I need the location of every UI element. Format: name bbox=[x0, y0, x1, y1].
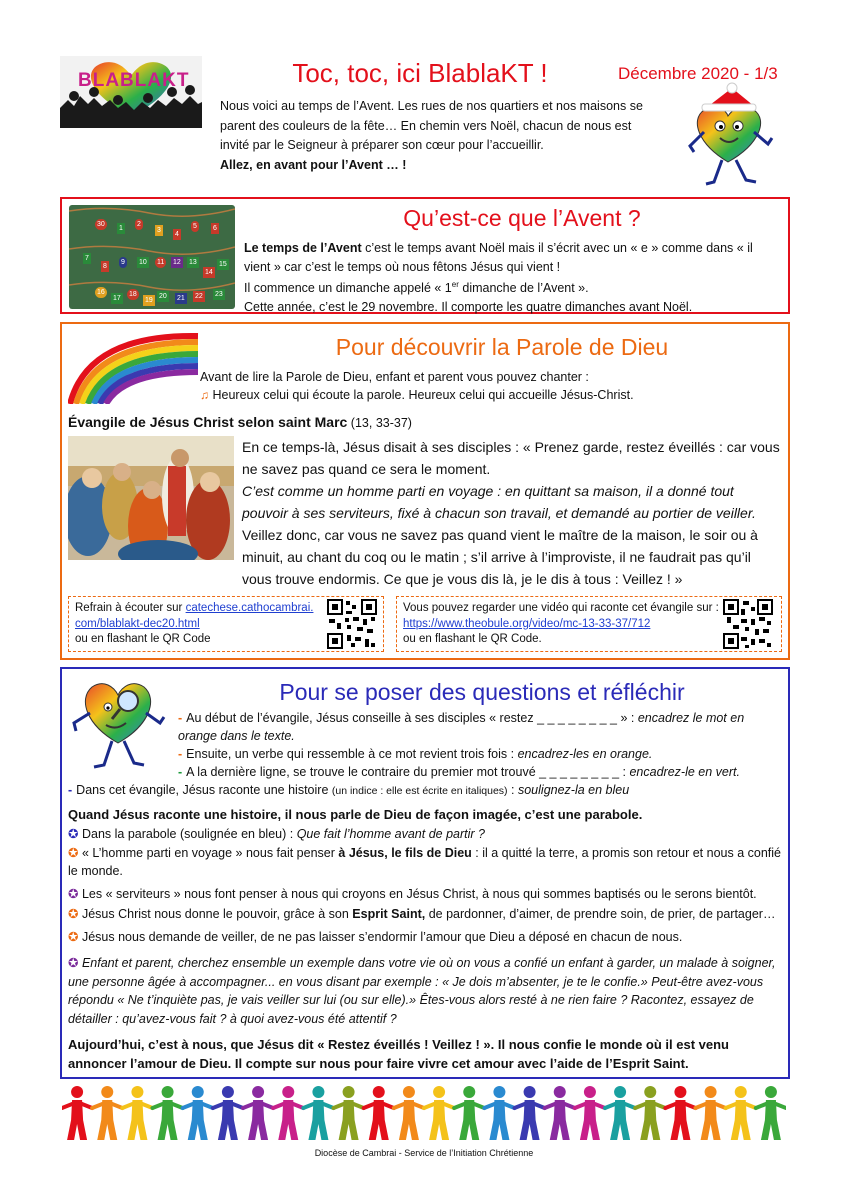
qr-code-video[interactable] bbox=[723, 599, 773, 649]
questions-section bbox=[60, 667, 790, 1079]
video-box: Vous pouvez regarder une vidéo qui raconte cet évangile sur : https://www.theobule.org/video/mc-13-33-37/712 ou en flashant le QR Code. bbox=[396, 596, 782, 652]
star-bullet-icon: ✪ bbox=[68, 827, 79, 841]
avent-title: Qu’est-ce que l’Avent ? bbox=[403, 205, 641, 231]
child-figure bbox=[424, 1086, 454, 1140]
advent-calendar-image bbox=[69, 205, 235, 309]
parole-title: Pour découvrir la Parole de Dieu bbox=[335, 334, 669, 360]
child-figure bbox=[605, 1086, 635, 1140]
calendar-tag: 13 bbox=[189, 259, 197, 266]
child-figure bbox=[183, 1086, 213, 1140]
calendar-tag: 12 bbox=[173, 259, 181, 266]
song-line: ♫ Heureux celui qui écoute la parole. Heureux celui qui accueille Jésus-Christ. bbox=[200, 388, 634, 402]
blablakt-logo bbox=[60, 56, 202, 128]
point-2: ✪ « L’homme parti en voyage » nous fait penser à Jésus, le fils de Dieu : il a quitté la terre, a promis son retour et nous a confié le monde. bbox=[68, 845, 781, 878]
avent-text: Le temps de l’Avent c’est le temps avant Noël mais il s’écrit avec un « e » comme dans « il vient » car c’est le temps où nous fêtons Jésus qui vient ! Il commence un dimanche appelé « 1er dimanche de l’Avent ». Cette année, c’est le 29 novembre. Il comporte les quatre dimanches avant Noël. bbox=[244, 241, 753, 314]
question-3: - A la dernière ligne, se trouve le contraire du premier mot trouvé _ _ _ _ _ _ _ _ : encadrez-le en vert. bbox=[178, 765, 740, 779]
magnifier-heart-mascot bbox=[68, 673, 172, 777]
child-figure bbox=[243, 1086, 273, 1140]
calendar-tag: 7 bbox=[85, 255, 89, 262]
rainbow-image bbox=[68, 328, 200, 404]
dash-bullet: - bbox=[178, 765, 183, 779]
calendar-tag: 1 bbox=[119, 225, 123, 232]
star-bullet-icon: ✪ bbox=[68, 845, 79, 860]
star-bullet-icon: ✪ bbox=[68, 929, 79, 944]
child-figure bbox=[62, 1086, 92, 1140]
point-1: ✪ Dans la parabole (soulignée en bleu) : Que fait l’homme avant de partir ? bbox=[68, 827, 485, 841]
refrain-link[interactable]: catechese.cathocambrai. com/blablakt-dec20.html bbox=[75, 602, 314, 630]
page-title: Toc, toc, ici BlablaKT ! bbox=[292, 58, 548, 88]
calendar-tag: 14 bbox=[205, 269, 213, 276]
calendar-tag: 30 bbox=[97, 221, 105, 228]
child-figure bbox=[726, 1086, 756, 1140]
calendar-tag: 21 bbox=[177, 295, 185, 302]
video-link[interactable]: https://www.theobule.org/video/mc-13-33-37/712 bbox=[403, 617, 651, 630]
family-activity: ✪ Enfant et parent, cherchez ensemble un exemple dans votre vie où on vous a confié un enfant à garder, un malade à soigner, une personne âgée à accompagner... en vous disant par exemple : « Je dois m’absenter, je te le confie.» Peut-être avez-vous répondu « Ne t’inquiète pas, je vais veiller sur lui (ou sur elle).» Êtes-vous alors resté à ne rien faire ? Racontez, essayez de détailler : qu’avez-vous fait ? à quoi avez-vous été attentif ? bbox=[68, 956, 776, 1026]
point-3: ✪ Les « serviteurs » nous font penser à nous qui croyons en Jésus Christ, à nous qui sommes baptisés ou le serons bientôt. bbox=[68, 886, 757, 901]
dash-bullet: - bbox=[68, 783, 73, 797]
gospel-text: En ce temps-là, Jésus disait à ses disciples : « Prenez garde, restez éveillés : car vous ne savez pas quand ce sera le moment. C’est comme un homme parti en voyage : en quittant sa maison, il a donné tout pouvoir à ses serviteurs, fixé à chacun son travail, et demandé au portier de veiller. Veillez donc, car vous ne savez pas quand vient le maître de la maison, le soir ou à minuit, au chant du coq ou le matin ; s’il arrive à l’improviste, il ne faudrait pas qu’il vous trouve endormis. Ce que je vous dis là, je le dis à tous : Veillez ! » bbox=[242, 439, 780, 587]
qr-code-refrain[interactable] bbox=[327, 599, 377, 649]
parole-section bbox=[60, 322, 790, 660]
calendar-tag: 8 bbox=[103, 263, 107, 270]
conclusion: Aujourd’hui, c’est à nous, que Jésus dit « Restez éveillés ! Veillez ! ». Il nous confie le monde où il est venu annoncer l’amour de Dieu. Il compte sur nous pour faire vivre cet amour avec l’aide de l’Esprit Saint. bbox=[68, 1037, 730, 1071]
santa-heart-mascot bbox=[676, 82, 786, 194]
dash-bullet: - bbox=[178, 711, 183, 725]
parabole-heading: Quand Jésus raconte une histoire, il nous parle de Dieu de façon imagée, c’est une parabole. bbox=[68, 807, 643, 822]
calendar-tag: 15 bbox=[219, 261, 227, 268]
child-figure bbox=[454, 1086, 484, 1140]
child-figure bbox=[153, 1086, 183, 1140]
child-figure bbox=[635, 1086, 665, 1140]
calendar-tag: 10 bbox=[139, 259, 147, 266]
child-figure bbox=[575, 1086, 605, 1140]
child-figure bbox=[665, 1086, 695, 1140]
child-figure bbox=[545, 1086, 575, 1140]
calendar-tag: 11 bbox=[157, 259, 165, 266]
child-figure bbox=[92, 1086, 122, 1140]
children-chain-image bbox=[62, 1082, 786, 1142]
child-figure bbox=[756, 1086, 786, 1140]
calendar-tag: 6 bbox=[213, 225, 217, 232]
gospel-illustration bbox=[68, 436, 234, 560]
calendar-tag: 19 bbox=[145, 297, 153, 304]
child-figure bbox=[394, 1086, 424, 1140]
star-bullet-icon: ✪ bbox=[68, 886, 79, 901]
question-4: - Dans cet évangile, Jésus raconte une histoire (un indice : elle est écrite en italiques) : soulignez-la en bleu bbox=[68, 783, 630, 797]
calendar-tag: 22 bbox=[195, 293, 203, 300]
child-figure bbox=[122, 1086, 152, 1140]
footer-credit: Diocèse de Cambrai - Service de l’Initiation Chrétienne bbox=[314, 1148, 534, 1158]
question-2: - Ensuite, un verbe qui ressemble à ce mot revient trois fois : encadrez-les en orange. bbox=[178, 747, 653, 761]
intro-bold: Allez, en avant pour l’Avent … ! bbox=[220, 157, 407, 172]
calendar-tag: 16 bbox=[97, 289, 105, 296]
child-figure bbox=[364, 1086, 394, 1140]
calendar-tag: 18 bbox=[129, 291, 137, 298]
calendar-tag: 17 bbox=[113, 295, 121, 302]
child-figure bbox=[484, 1086, 514, 1140]
star-bullet-icon: ✪ bbox=[68, 956, 79, 970]
calendar-tag: 5 bbox=[193, 223, 197, 230]
parabole-points bbox=[68, 825, 784, 1073]
refrain-box: Refrain à écouter sur catechese.cathocambrai. com/blablakt-dec20.html ou en flashant le QR Code bbox=[68, 596, 384, 652]
child-figure bbox=[303, 1086, 333, 1140]
calendar-tag: 2 bbox=[137, 221, 141, 228]
calendar-tag: 3 bbox=[157, 227, 161, 234]
calendar-tag: 23 bbox=[215, 291, 223, 298]
child-figure bbox=[213, 1086, 243, 1140]
avent-section bbox=[60, 197, 790, 314]
calendar-tag: 9 bbox=[121, 259, 125, 266]
child-figure bbox=[273, 1086, 303, 1140]
star-bullet-icon: ✪ bbox=[68, 907, 79, 921]
point-4: ✪ Jésus Christ nous donne le pouvoir, grâce à son Esprit Saint, de pardonner, d’aimer, de prendre soin, de prier, de partager… bbox=[68, 907, 776, 921]
calendar-tag: 4 bbox=[175, 231, 179, 238]
gospel-heading: Évangile de Jésus Christ selon saint Marc (13, 33-37) bbox=[68, 414, 412, 430]
logo-text: BLABLAKT bbox=[78, 70, 190, 91]
intro-text: Nous voici au temps de l’Avent. Les rues de nos quartiers et nos maisons se parent des couleurs de la fête… En chemin vers Noël, chacun de nous est invité par le Seigneur à préparer son cœur pour l’accueillir. Allez, en avant pour l’Avent … ! bbox=[220, 99, 643, 172]
question-1: - Au début de l’évangile, Jésus conseille à ses disciples « restez _ _ _ _ _ _ _ _ » : encadrez le mot en orange dans le texte. bbox=[178, 711, 745, 743]
point-5: ✪ Jésus nous demande de veiller, de ne pas laisser s’endormir l’amour que Dieu a déposé en chacun de nous. bbox=[68, 929, 683, 944]
calendar-tag: 20 bbox=[159, 293, 167, 300]
parole-intro: Avant de lire la Parole de Dieu, enfant et parent vous pouvez chanter : bbox=[200, 370, 589, 384]
child-figure bbox=[334, 1086, 364, 1140]
child-figure bbox=[515, 1086, 545, 1140]
dash-bullet: - bbox=[178, 747, 183, 761]
issue-date: Décembre 2020 - 1/3 bbox=[618, 64, 778, 83]
child-figure bbox=[696, 1086, 726, 1140]
music-note-icon: ♫ bbox=[200, 388, 209, 402]
questions-title: Pour se poser des questions et réfléchir bbox=[279, 679, 685, 705]
